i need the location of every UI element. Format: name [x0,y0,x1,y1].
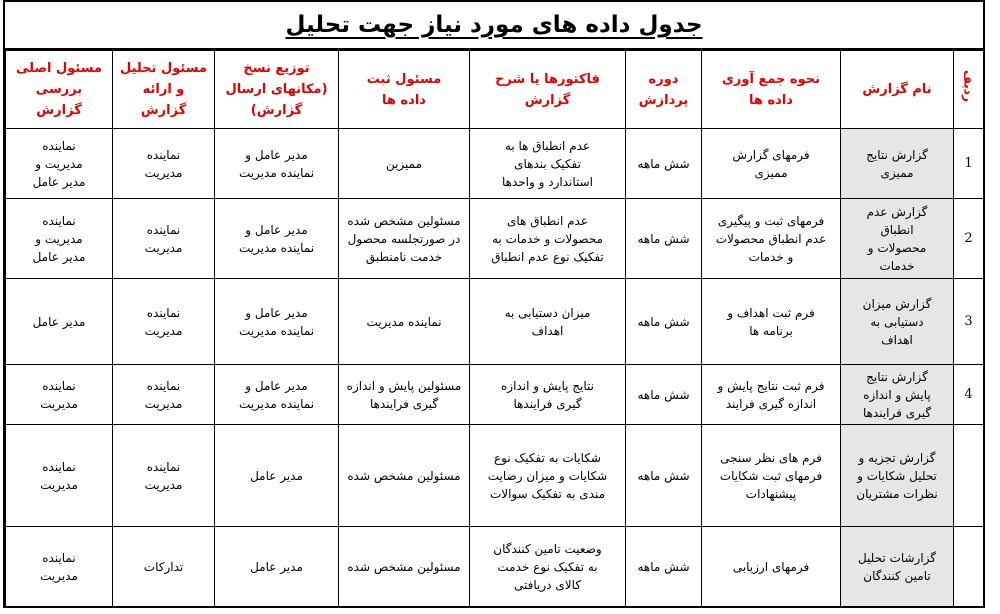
row-number [954,527,984,607]
analyst: تدارکات [113,527,215,607]
distribution: مدیر عامل [215,425,339,527]
title-bar [5,2,983,50]
collection-method: فرمهای ثبت و پیگیری عدم انطباق محصولات و خدمات [702,199,841,279]
main-reviewer: نماینده مدیریت [6,425,113,527]
data-recorder: مسئولین مشخص شده [339,527,470,607]
processing-period: شش ماهه [626,425,702,527]
report-name: گزارش نتایج ممیزی [841,129,954,199]
header-analyst: مسئول تحلیل و ارائه گزارش [113,51,215,129]
processing-period: شش ماهه [626,365,702,425]
row-number: 3 [954,279,984,365]
factors: عدم انطباق ها به تفکیک بندهای استاندارد و واحدها [470,129,626,199]
row-number: 2 [954,199,984,279]
collection-method: فرم ثبت اهداف و برنامه ها [702,279,841,365]
main-reviewer: مدیر عامل [6,279,113,365]
header-report-name: نام گزارش [841,51,954,129]
processing-period: شش ماهه [626,527,702,607]
row-number: 1 [954,129,984,199]
main-reviewer: نماینده مدیریت و مدیر عامل [6,129,113,199]
analyst: نماینده مدیریت [113,425,215,527]
row-number: 4 [954,365,984,425]
processing-period: شش ماهه [626,199,702,279]
main-reviewer: نماینده مدیریت [6,365,113,425]
table-row [6,365,984,425]
header-row-number: ردیف [954,51,984,129]
report-name: گزارش تجزیه و تحلیل شکایات و نظرات مشتریان [841,425,954,527]
header-main-reviewer: مسئول اصلی بررسی گزارش [6,51,113,129]
distribution: مدیر عامل و نماینده مدیریت [215,129,339,199]
header-distribution: توزیع نسخ (مکانهای ارسال گزارش) [215,51,339,129]
factors: میزان دستیابی به اهداف [470,279,626,365]
collection-method: فرم ثبت نتایج پایش و اندازه گیری فرایند [702,365,841,425]
analyst: نماینده مدیریت [113,129,215,199]
main-reviewer: نماینده مدیریت [6,527,113,607]
distribution: مدیر عامل [215,527,339,607]
analyst: نماینده مدیریت [113,279,215,365]
data-table [5,50,984,607]
data-recorder: مسئولین مشخص شده در صورتجلسه محصول خدمت نامنطبق [339,199,470,279]
table-row [6,129,984,199]
distribution: مدیر عامل و نماینده مدیریت [215,279,339,365]
data-recorder: مسئولین مشخص شده [339,425,470,527]
data-recorder: نماینده مدیریت [339,279,470,365]
header-factors: فاکتورها یا شرح گزارش [470,51,626,129]
table-row [6,425,984,527]
factors: شکایات به تفکیک نوع شکایات و میزان رضایت مندی به تفکیک سوالات [470,425,626,527]
distribution: مدیر عامل و نماینده مدیریت [215,199,339,279]
distribution: مدیر عامل و نماینده مدیریت [215,365,339,425]
table-row [6,199,984,279]
analyst: نماینده مدیریت [113,365,215,425]
factors: وضعیت تامین کنندگان به تفکیک نوع خدمت کالای دریافتی [470,527,626,607]
factors: نتایج پایش و اندازه گیری فرایندها [470,365,626,425]
collection-method: فرمهای ارزیابی [702,527,841,607]
header-processing-period: دوره پردازش [626,51,702,129]
page-title: جدول داده های مورد نیاز جهت تحلیل [285,12,703,38]
header-row [6,51,984,129]
collection-method: فرمهای گزارش ممیزی [702,129,841,199]
data-recorder: ممیزین [339,129,470,199]
header-collection-method: نحوه جمع آوری داده ها [702,51,841,129]
report-name: گزارش میزان دستیابی به اهداف [841,279,954,365]
report-name: گزارشات تحلیل تامین کنندگان [841,527,954,607]
processing-period: شش ماهه [626,129,702,199]
row-number [954,425,984,527]
report-name: گزارش عدم انطباق محصولات و خدمات [841,199,954,279]
document-frame [3,0,985,608]
main-reviewer: نماینده مدیریت و مدیر عامل [6,199,113,279]
collection-method: فرم های نظر سنجی فرمهای ثبت شکایات پیشنهادات [702,425,841,527]
table-row [6,279,984,365]
analyst: نماینده مدیریت [113,199,215,279]
processing-period: شش ماهه [626,279,702,365]
data-recorder: مسئولین پایش و اندازه گیری فرایندها [339,365,470,425]
table-row [6,527,984,607]
header-data-recorder: مسئول ثبت داده ها [339,51,470,129]
report-name: گزارش نتایج پایش و اندازه گیری فرایندها [841,365,954,425]
factors: عدم انطباق های محصولات و خدمات به تفکیک نوع عدم انطباق [470,199,626,279]
